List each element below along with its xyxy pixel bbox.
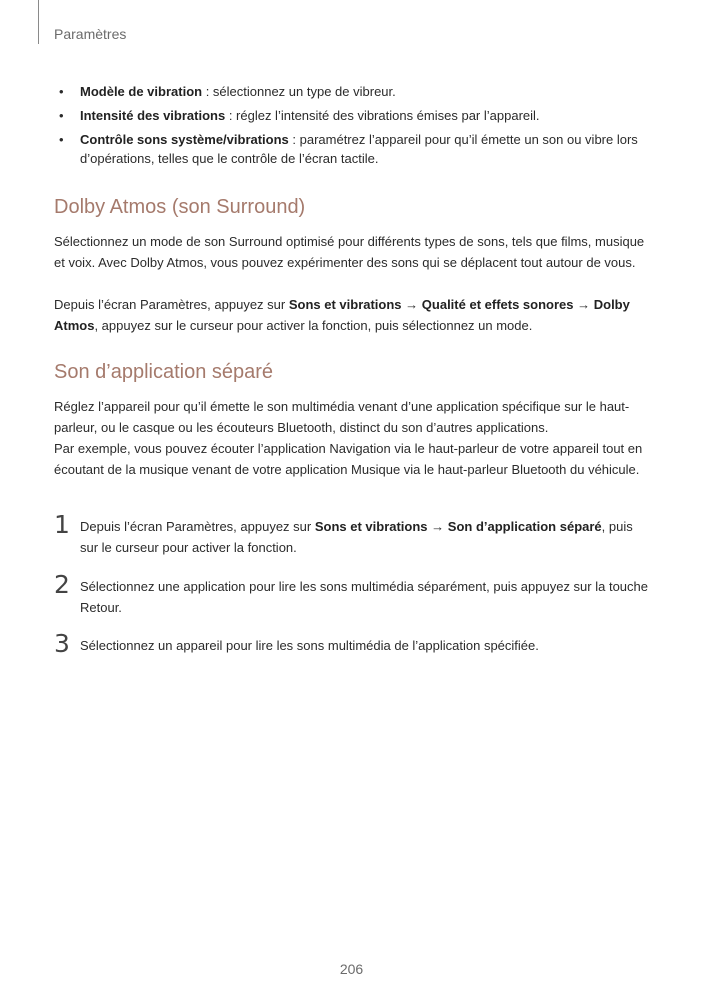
arrow-icon: → (401, 297, 422, 312)
instruction-text: Depuis l’écran Paramètres, appuyez sur (80, 519, 315, 534)
menu-path-dolby: Dolby Atmos (54, 297, 630, 333)
bullet-icon: • (59, 132, 64, 147)
list-item (54, 106, 654, 125)
bullet-term: Intensité des vibrations (80, 108, 226, 123)
step-text (80, 516, 650, 558)
instruction-text: Depuis l’écran Paramètres, appuyez sur (54, 297, 289, 312)
instruction-text: , puis sur le curseur pour activer la fonction. (80, 519, 633, 555)
menu-path-sounds: Sons et vibrations (288, 297, 402, 312)
list-item (54, 82, 654, 101)
separate-app-sound-description: Réglez l’appareil pour qu’il émette le son multimédia venant d’une application spécifique sur le haut-parleur, ou le casque ou les écouteurs Bluetooth, distinct du son d’autres applications. (54, 399, 630, 435)
step-number: 3 (54, 629, 70, 658)
instruction-text: , appuyez sur le curseur pour activer la fonction, puis sélectionnez un mode. (94, 318, 533, 333)
arrow-icon: → (427, 519, 448, 534)
dolby-atmos-heading: Dolby Atmos (son Surround) (54, 196, 306, 218)
vibration-options-list (54, 82, 654, 173)
step-number: 2 (54, 570, 70, 599)
dolby-atmos-description: Sélectionnez un mode de son Surround optimisé pour différents types de sons, tels que films, musique et voix. Avec Dolby Atmos, vous pouvez expérimenter des sons qui se déplacent tout autour de vous. (54, 234, 645, 270)
bullet-icon: • (59, 108, 64, 123)
separate-app-sound-example: Par exemple, vous pouvez écouter l’application Navigation via le haut-parleur de votre appareil tout en écoutant de la musique venant de votre application Musique via le haut-parleur Bluetooth du véhicule. (54, 441, 643, 477)
separate-app-sound-heading: Son d’application séparé (54, 361, 274, 383)
step-text: Sélectionnez un appareil pour lire les sons multimédia de l’application spécifiée. (80, 638, 539, 653)
page-number: 206 (339, 961, 364, 977)
bullet-term: Modèle de vibration (80, 84, 203, 99)
bullet-text: : sélectionnez un type de vibreur. (202, 84, 396, 99)
bullet-term: Contrôle sons système/vibrations (80, 132, 289, 147)
list-item (54, 130, 654, 168)
menu-path-quality: Qualité et effets sonores (421, 297, 574, 312)
step-text: Sélectionnez une application pour lire les sons multimédia séparément, puis appuyez sur la touche Retour. (80, 579, 648, 615)
arrow-icon: → (573, 297, 594, 312)
section-header: Paramètres (54, 26, 127, 42)
menu-path-sounds: Sons et vibrations (314, 519, 428, 534)
bullet-icon: • (59, 84, 64, 99)
bullet-text: : réglez l’intensité des vibrations émises par l’appareil. (225, 108, 540, 123)
step-number: 1 (54, 510, 70, 539)
menu-path-separate-sound: Son d’application séparé (447, 519, 602, 534)
bullet-text: : paramétrez l’appareil pour qu’il émette un son ou vibre lors d’opérations, telles que le contrôle de l’écran tactile. (80, 132, 638, 166)
header-rule (38, 0, 39, 44)
dolby-atmos-instructions (54, 294, 650, 336)
